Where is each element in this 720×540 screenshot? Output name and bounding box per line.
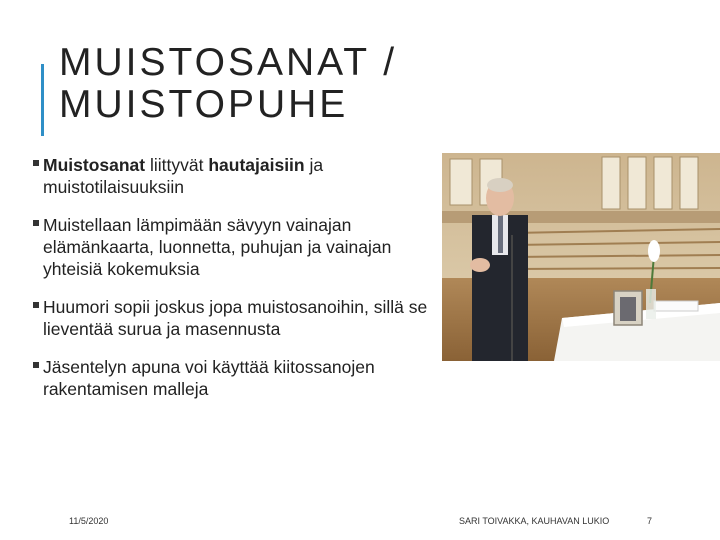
- bullet-marker-icon: [33, 302, 39, 308]
- bullet-list: [33, 154, 428, 416]
- bullet-item: [33, 154, 428, 198]
- page-number: 7: [647, 516, 653, 526]
- bullet-text: ja muistotilaisuuksiin: [43, 155, 324, 197]
- title-line-1: MUISTOSANAT /: [59, 41, 398, 84]
- bullet-item: [33, 214, 428, 280]
- footer-author: SARI TOIVAKKA, KAUHAVAN LUKIO: [459, 516, 610, 526]
- bullet-text: Huumori sopii joskus jopa muistosanoihin, sillä se lieventää surua ja masennusta: [43, 297, 428, 339]
- bullet-text: Muistellaan lämpimään sävyyn vainajan elämänkaarta, luonnetta, puhujan ja vainajan yhteisiä kokemuksia: [43, 215, 392, 279]
- bullet-item: [33, 356, 428, 400]
- bullet-text: Jäsentelyn apuna voi käyttää kiitossanojen rakentamisen malleja: [43, 357, 375, 399]
- title-accent-bar: [41, 64, 44, 136]
- bullet-marker-icon: [33, 220, 39, 226]
- bold-term: Muistosanat: [43, 155, 146, 175]
- title-line-2: MUISTOPUHE: [59, 83, 349, 126]
- footer-date: 11/5/2020: [69, 516, 109, 526]
- bullet-item: [33, 296, 428, 340]
- bullet-text: liittyvät: [145, 155, 209, 175]
- speaker-photo: [442, 153, 720, 361]
- bullet-marker-icon: [33, 160, 39, 166]
- bold-term: hautajaisiin: [208, 155, 305, 175]
- slide-title: [59, 42, 459, 126]
- bullet-marker-icon: [33, 362, 39, 368]
